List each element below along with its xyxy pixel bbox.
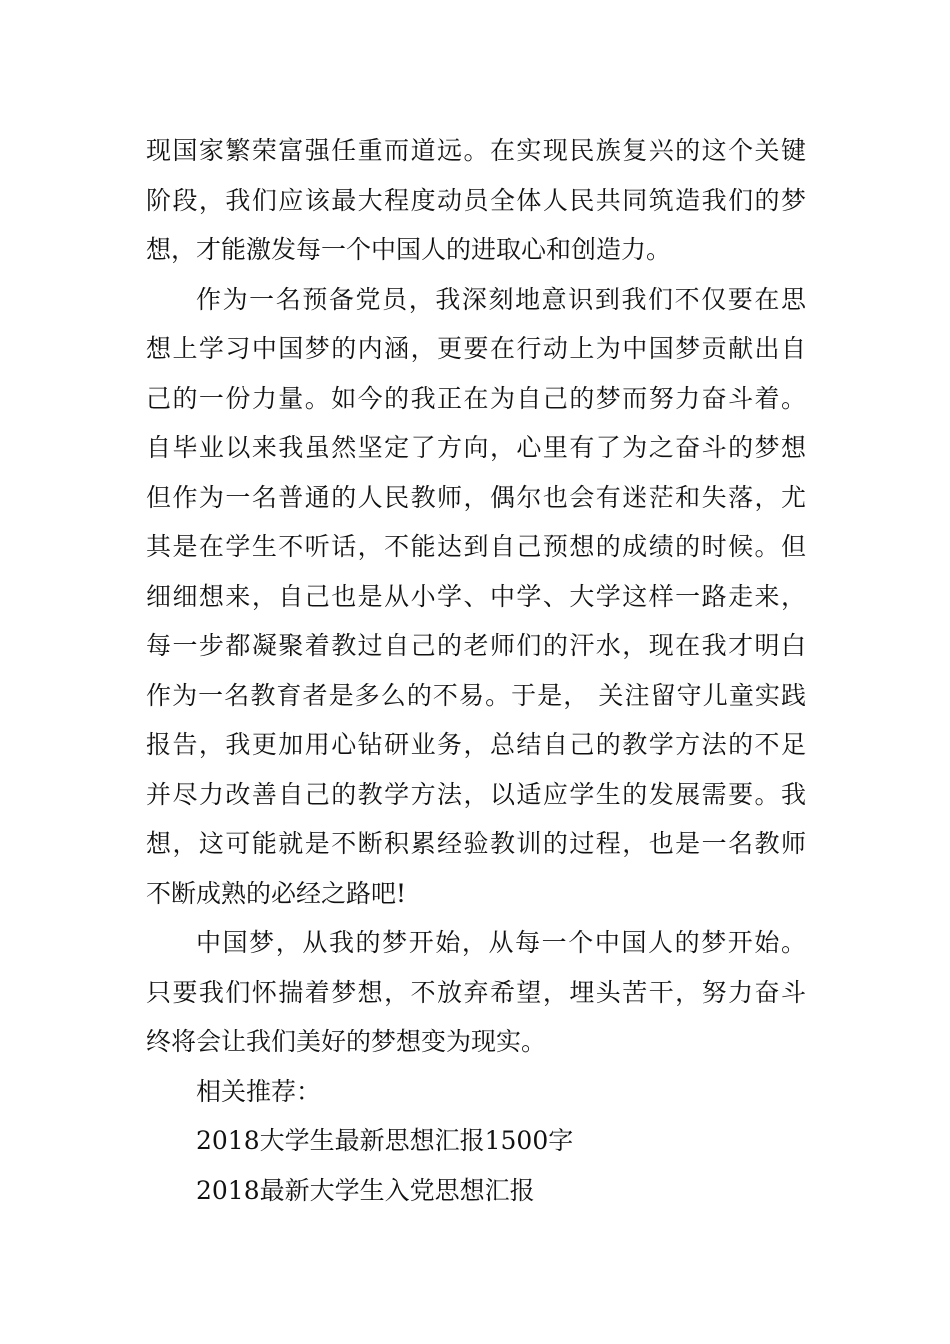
text-line: 作为一名教育者是多么的不易。于是， 关注留守儿童实践 bbox=[146, 680, 806, 710]
related-link[interactable]: 2018大学生最新思想汇报1500字 bbox=[196, 1126, 574, 1155]
text-line: 阶段，我们应该最大程度动员全体人民共同筑造我们的梦 bbox=[146, 185, 806, 215]
text-line: 报告，我更加用心钻研业务，总结自己的教学方法的不足 bbox=[146, 730, 806, 759]
document-body bbox=[146, 126, 806, 1215]
text-line: 想，才能激发每一个中国人的进取心和创造力。 bbox=[146, 235, 672, 264]
paragraph-3 bbox=[146, 918, 806, 1067]
text-line: 自毕业以来我虽然坚定了方向，心里有了为之奋斗的梦想 bbox=[146, 433, 806, 462]
text-line: 每一步都凝聚着教过自己的老师们的汗水，现在我才明白 bbox=[146, 631, 806, 660]
text-line: 终将会让我们美好的梦想变为现实。 bbox=[146, 1027, 547, 1056]
text-line: 想，这可能就是不断积累经验教训的过程，也是一名教师 bbox=[146, 829, 806, 858]
text-line: 作为一名预备党员，我深刻地意识到我们不仅要在思 bbox=[196, 284, 806, 314]
text-line: 其是在学生不听话，不能达到自己预想的成绩的时候。但 bbox=[146, 532, 806, 561]
paragraph-2 bbox=[146, 275, 806, 919]
related-section bbox=[146, 1067, 806, 1216]
text-line: 细细想来，自己也是从小学、中学、大学这样一路走来， bbox=[146, 581, 806, 611]
text-line: 己的一份力量。如今的我正在为自己的梦而努力奋斗着。 bbox=[146, 383, 806, 413]
text-line: 现国家繁荣富强任重而道远。在实现民族复兴的这个关键 bbox=[146, 136, 806, 165]
paragraph-1 bbox=[146, 126, 806, 275]
related-link[interactable]: 2018最新大学生入党思想汇报 bbox=[196, 1175, 535, 1205]
text-line: 只要我们怀揣着梦想，不放弃希望，埋头苦干，努力奋斗 bbox=[146, 977, 806, 1007]
text-line: 不断成熟的必经之路吧! bbox=[146, 878, 407, 908]
text-line: 想上学习中国梦的内涵，更要在行动上为中国梦贡献出自 bbox=[146, 334, 806, 363]
related-heading: 相关推荐： bbox=[196, 1076, 322, 1106]
text-line: 但作为一名普通的人民教师，偶尔也会有迷茫和失落，尤 bbox=[146, 482, 806, 512]
text-line: 并尽力改善自己的教学方法，以适应学生的发展需要。我 bbox=[146, 779, 806, 809]
text-line: 中国梦，从我的梦开始，从每一个中国人的梦开始。 bbox=[196, 928, 806, 957]
